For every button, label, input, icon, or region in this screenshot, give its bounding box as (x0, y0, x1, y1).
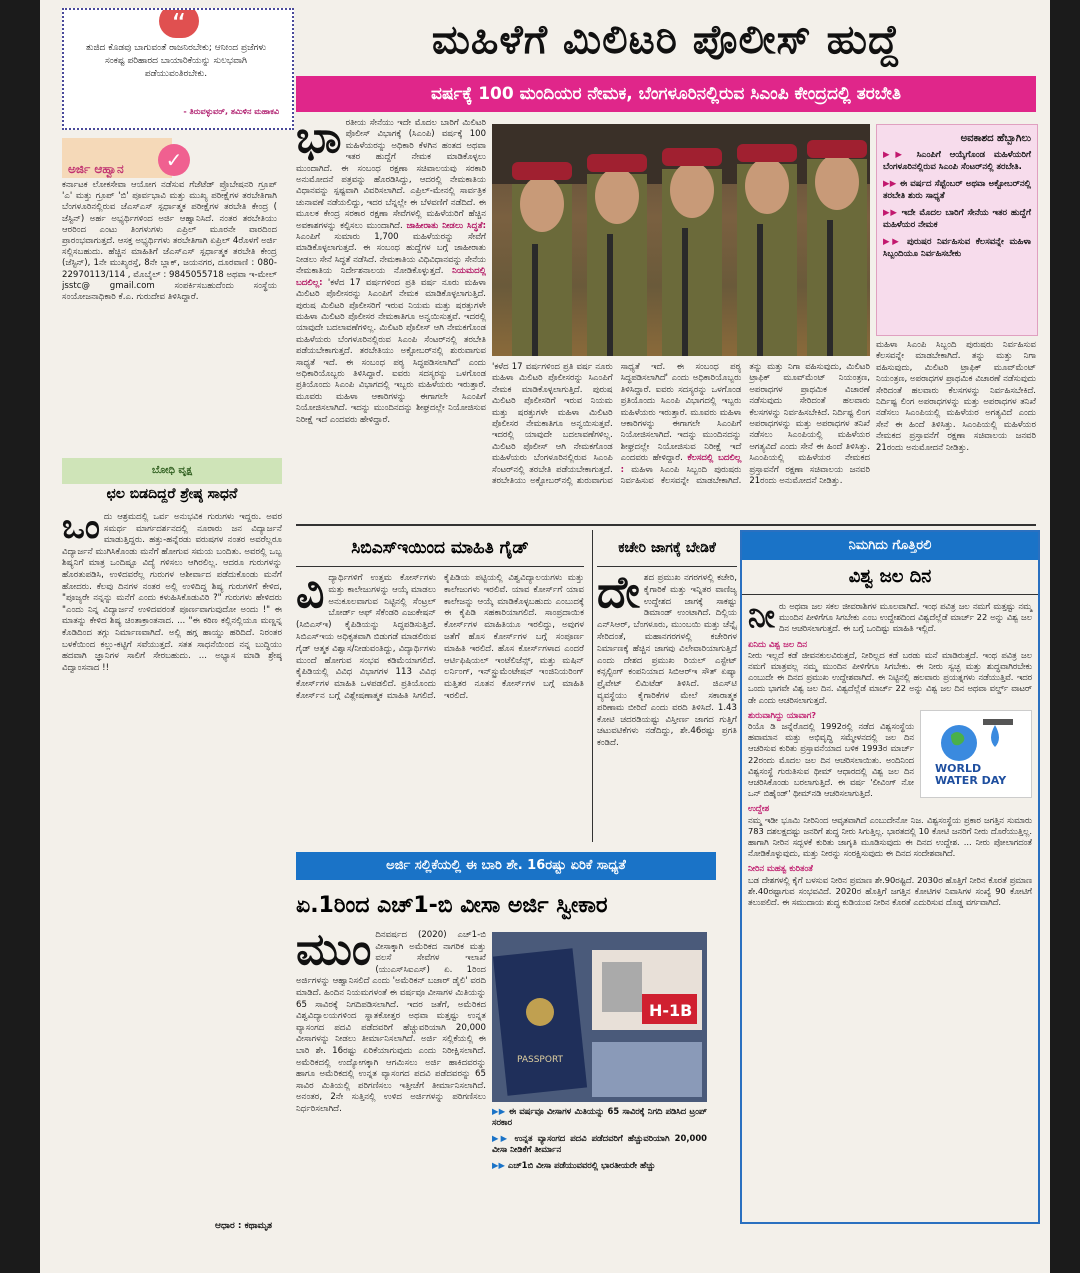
h1b-body (296, 930, 486, 1230)
main-article-lower (492, 362, 870, 520)
story-drop-cap: ಒಂ (62, 507, 100, 547)
main-article-col1 (296, 118, 486, 516)
opportunity-title: ಅವಕಾಶದ ಹೆಬ್ಬಾಗಿಲು (960, 133, 1031, 144)
quote-icon: “ (159, 8, 199, 38)
main-subhead-1: ಜಾಹೀರಾತು ನೀಡಲು ಸಿದ್ಧತೆ: (406, 220, 486, 231)
cbse-article (296, 530, 584, 842)
check-icon: ✓ (158, 144, 190, 176)
h1b-visa-image (492, 932, 707, 1102)
main-body-4b: ಮಹಿಳಾ ಸಿಎಂಪಿ ಸಿಬ್ಬಂದಿ ಪುರುಷರು ನಿರ್ವಹಿಸುವ ಕೆಲಸವನ್ನೇ ಮಾಡಬೇಕಾಗಿದೆ. ತನ್ನು ಮತ್ತು ನಿಗಾ ವಹಿಸುವುದು, ಮಿಲಿಟರಿ ಟ್ರಾಫಿಕ್ ಮೂವ್‌ಮೆಂಟ್ ನಿಯಂತ್ರಣ, ಅಪರಾಧಗಳ ಪ್ರಾಥಮಿಕ ವಿಚಾರಣೆ ನಡೆಸುವುದು ಸೇರಿದಂತೆ ಹಲವಾರು ಕೆಲಸಗಳನ್ನು ನಿರ್ವಹಿಸಬೇಕಿದೆ. ನಿರ್ದಿಷ್ಟ ಲಿಂಗ ಅಪರಾಧಗಳನ್ನು ಮತ್ತು ಅಪರಾಧಗಳ ತನಿಖೆ ನಡೆಸಲು ಸಿಎಂಪಿಯಲ್ಲಿ ಮಹಿಳೆಯರ ಅಗತ್ಯವಿದೆ ಎಂದು ಸೇನೆ ಈ ಹಿಂದೆ ತಿಳಿಸಿತ್ತು. ಸಿಎಂಪಿಯಲ್ಲಿ ಮಹಿಳೆಯರ ನೇಮಕದ ಪ್ರಸ್ತಾವನೆಗೆ ರಕ್ಷಣಾ ಸಚಿವಾಲಯ ಜನವರಿ 21ರಂದು ಅನುಮೋದನೆ ನೀಡಿತ್ತು. (876, 340, 1036, 453)
office-space-article (592, 530, 737, 842)
svg-text:PASSPORT: PASSPORT (517, 1055, 564, 1065)
main-subhead-2: ನಿಯಮದಲ್ಲಿ ಬದಲಿಲ್ಲ: (296, 266, 486, 288)
notice-title: ಅರ್ಜಿ ಆಹ್ವಾನ (68, 162, 124, 176)
cbse-body (296, 567, 584, 703)
main-drop-cap: ಭಾ (296, 118, 342, 163)
story-text: ದು ಆಶ್ರಮದಲ್ಲಿ ಒರ್ವ ಅನುಭವಿಕ ಗುರುಗಳು ಇದ್ದರು. ಅವರ ಸಮರ್ಥ ಮಾರ್ಗದರ್ಶನದಲ್ಲಿ ನೂರಾರು ಜನ ವಿದ್ಯಾರ್ಜನೆ ಮಾಡುತ್ತಿದ್ದರು. ಹತ್ತು-ಹನ್ನೆರಡು ವರುಷಗಳ ನಂತರ ಅವರೆಲ್ಲರೂ ವಿದ್ಯಾರ್ಜನೆ ಮುಗಿಸಿಕೊಂಡು ಮನೆಗೆ ಹೋಗುವ ಸಮಯ ಬಂದಿತು. ಅವರಲ್ಲಿ ಒಬ್ಬ ಶಿಷ್ಯನಿಗೆ ಮಾತ್ರ ಒಂದಿಷ್ಟೂ ವಿದ್ಯೆ ಗಳಿಸಲು ಆಗಿರಲಿಲ್ಲ. ಆದರೂ ಗುರುಗಳನ್ನು ಹೊರತುಪಡಿಸಿ, ಉಳಿದವರೆಲ್ಲ ಗುರುಗಳ ಆಶೀರ್ವಾದ ಪಡೆದುಕೊಂಡು ಮನೆಗೆ ಹೋದರು. ಕೆಲವು ದಿನಗಳ ನಂತರ ಅಲ್ಲಿ ಉಳಿದಿದ್ದ ಶಿಷ್ಯ ಗುರುಗಳಿಗೆ ಕೇಳಿದ, "ಪೂಜ್ಯರೇ ನನ್ನನ್ನು ಮನೆಗೆ ಎಂದು ಕಳುಹಿಸಿಕೊಡುವಿರಿ ?" ಗುರುಗಳು ಹೇಳಿದರು "ಎಂದು ನಿನ್ನ ವಿದ್ಯಾರ್ಜನೆ ಉಳಿದವರಂತೆ ಪೂರ್ಣವಾಗುವುದೋ ಅಂದು !" ಈ ಮಾತನ್ನು ಕೇಳಿದ ಶಿಷ್ಯ ಚಿಂತಾಕ್ರಾಂತನಾದ. ... "ಈ ಕಠಿಣ ಕಲ್ಲಿನಲ್ಲಿಯೂ ಮಣ್ಣನ್ನ ಕೊಡಿದಿಂದ ತಗ್ಗು ನಿರ್ಮಾಣವಾಗಿದೆ. ಅಲ್ಲಿ ಹಗ್ಗ ಹಾಯ್ದು ಹರಿದಿದೆ. ನಿರಂತರ ಬಳಕೆಯಿಂದ ಕಲ್ಲು-ಕಟ್ಟಿಗೆ ಸವೆಯುತ್ತದೆ. ಸತತ ಸಾಧನೆಯಿಂದ ನನ್ನ ಬುದ್ಧಿಯು ಹದವಾಗಿ ಜ್ಞಾನಿಗಳ ಸಾಲಿಗೆ ಸೇರಬಹುದು. ... ಅಭ್ಯಾಸ ಮಾಡಿ ಶ್ರೇಷ್ಠ ವಿದ್ವಾಂಸನಾದ !! (62, 512, 282, 673)
cbse-text: ದ್ಯಾರ್ಥಿಗಳಿಗೆ ಉತ್ತಮ ಕೋರ್ಸ್‌ಗಳು ಮತ್ತು ಕಾಲೇಜುಗಳನ್ನು ಆಯ್ಕೆ ಮಾಡಲು ಅನುಕೂಲವಾಗುವ ನಿಟ್ಟಿನಲ್ಲಿ ಸೆಂಟ್ರಲ್ ಬೋರ್ಡ್ ಆಫ್ ಸೆಕೆಂಡರಿ ಎಜುಕೇಷನ್ (ಸಿಬಿಎಸ್‌ಇ) ಕೈಪಿಡಿಯನ್ನು ಸಿದ್ಧಪಡಿಸುತ್ತಿದೆ. ಸಿಬಿಎಸ್‌ಇಯ ಅಧಿಕೃತವಾಗಿ ಬಿಡುಗಡೆ ಮಾಡಲಿರುವ ಗೈಡ್ ಆತ್ಮಕ ವಿಶ್ವಾಸ/ನೀಡುವಂತಿದ್ದು, ವಿದ್ಯಾರ್ಥಿಗಳು ಮುಂದೆ ಹೋಗುವ ಸಂಭವ ಕಡಿಮೆಯಾಗಲಿದೆ. ಕೈಪಿಡಿಯಲ್ಲಿ ವಿವಿಧ ವಿಭಾಗಗಳ 113 ವಿವಿಧ ಕೋರ್ಸ್‌ಗಳ ಮಾಹಿತಿ ಒಳಪಡಲಿದೆ. ಪ್ರತಿಯೊಂದು ಕೋರ್ಸ್‌ನ ಬಗ್ಗೆ ವಿಶ್ಲೇಷಣಾತ್ಮಕ ಮಾಹಿತಿ ಸಿಗಲಿದೆ. ಕೈಪಿಡಿಯ ಪಟ್ಟಿಯಲ್ಲಿ ವಿಶ್ವವಿದ್ಯಾಲಯಗಳು ಮತ್ತು ಕಾಲೇಜುಗಳು ಇರಲಿವೆ. ಯಾವ ಕೋರ್ಸ್‌ಗೆ ಯಾವ ಕಾಲೇಜನ್ನು ಆಯ್ಕೆ ಮಾಡಿಕೊಳ್ಳಬಹುದು ಎಂಬುದಕ್ಕೆ ಈ ಕೈಪಿಡಿ ಸಹಕಾರಿಯಾಗಲಿದೆ. ಸಾಂಪ್ರದಾಯಿಕ ಕೋರ್ಸ್‌ಗಳ ಮಾಹಿತಿಯೂ ಇರಲಿದ್ದು, ಅವುಗಳ ಜತೆಗೆ ಹೊಸ ಕೋರ್ಸ್‌ಗಳ ಬಗ್ಗೆ ಸಂಪೂರ್ಣ ಮಾಹಿತಿ ಇರಲಿದೆ. ಹೊಸ ಕೋರ್ಸ್‌ಗಳಾದ ಎಂದರೆ ಆರ್ಟಿಫಿಷಿಯಲ್ ಇಂಟೆಲಿಜೆನ್ಸ್, ಮತ್ತು ಮಷಿನ್ ಲರ್ನಿಂಗ್, ಇನ್‌ಸ್ಟ್ರುಮೆಂಟೇಷನ್ ಇಂಜಿನಿಯರಿಂಗ್ ಮತ್ತಿತರ ನೂತನ ಕೋರ್ಸ್‌ಗಳ ಬಗ್ಗೆ ಮಾಹಿತಿ ಇರಲಿದೆ. (296, 573, 584, 701)
divider (296, 524, 1036, 526)
h1b-caption: ▶▶ ಎಚ್1ಬಿ ವೀಸಾ ಪಡೆಯುವವರಲ್ಲಿ ಭಾರತೀಯರೇ ಹೆಚ್ಚು (492, 1159, 656, 1170)
water-p1: ನೀರು ಇಲ್ಲದೆ ಕಡೆ ಜೀವನಕುಲವಿರುತ್ತದೆ, ನೀರಿಲ್ಲದ ಕಡೆ ಬರಡು ಮನೆ ಮಾಡಿರುತ್ತದೆ. ಇಂಥ ಪವಿತ್ರ ಜಲ ನಮಗೆ ಮಾತ್ರವಲ್ಲ ನಮ್ಮ ಮುಂದಿನ ಪೀಳಿಗೆಗೂ ಸಿಗಬೇಕು. ಈ ನೀರು ಸ್ವಚ್ಛ ಮತ್ತು ಶುದ್ಧವಾಗಿರಬೇಕು ಎಂಬುದೇ ಈ ದಿನದ ಪ್ರಮುಖ ಉದ್ದೇಶವಾಗಿದೆ. ಈ ನಿಟ್ಟಿನಲ್ಲಿ ಹಲವಾರು ಪ್ರಯತ್ನಗಳು ನಡೆಯುತ್ತಿವೆ. ಇದರ ಒಂದು ಭಾಗವೇ ವಿಶ್ವ ಜಲ ದಿನ. ವಿಶ್ವದೆಲ್ಲೆಡೆ ಮಾರ್ಚ್ 22 ಅನ್ನು ವಿಶ್ವ ಜಲ ದಿನ ಅಥವಾ ವರ್ಲ್ಡ್ ವಾಟರ್ ಡೇ ಎಂದು ಆಚರಿಸಲಾಗುತ್ತದೆ. (748, 649, 1032, 705)
svg-text:H-1B: H-1B (649, 1001, 693, 1020)
story-body (62, 507, 282, 1218)
office-title: ಕಚೇರಿ ಜಾಗಕ್ಕೆ ಬೇಡಿಕೆ (597, 530, 737, 567)
water-h2: ಶುರುವಾಗಿದ್ದು ಯಾವಾಗ? (748, 709, 817, 720)
story-title: ಛಲ ಬಿಡದಿದ್ದರೆ ಶ್ರೇಷ್ಠ ಸಾಧನೆ (106, 486, 238, 502)
water-day-box (740, 530, 1040, 1224)
water-day-body (748, 597, 1032, 908)
office-drop-cap: ದೇ (597, 567, 640, 618)
water-h1: ಏನಿದು ವಿಶ್ವ ಜಲ ದಿನ (748, 638, 807, 649)
office-body (597, 567, 737, 750)
water-p2: ರಿಯೊ ಡಿ ಜನ್ನೆರೊದಲ್ಲಿ 1992ರಲ್ಲಿ ನಡೆದ ವಿಶ್ವಸಂಸ್ಥೆಯ ಹವಾಮಾನ ಮತ್ತು ಅಭಿವೃದ್ಧಿ ಸಮ್ಮೇಳನದಲ್ಲಿ ಜಲ ದಿನ ಆಚರಿಸುವ ಕುರಿತು ಪ್ರಸ್ತಾವನೆಯಾದ ಬಳಿಕ 1993ರ ಮಾರ್ಚ್ 22ರಂದು ಮೊದಲ ಜಲ ದಿನ ಆಚರಿಸಲಾಯಿತು. ಅಂದಿನಿಂದ ವಿಶ್ವಸಂಸ್ಥೆ ಗುರುತಿಸುವ ಥೀಮ್ ಆಧಾರದಲ್ಲಿ ವಿಶ್ವ ಜಲ ದಿನ ಆಚರಿಸಿಕೊಂಡು ಬರಲಾಗುತ್ತಿದೆ. ಈ ವರ್ಷ 'ಲೀವಿಂಗ್ ನೋ ಒನ್ ಬಿಹೈಂಡ್' ಥೀಮ್‌ನಡಿ ಆಚರಿಸಲಾಗುತ್ತಿದೆ. (748, 721, 914, 799)
visa-illustration (492, 932, 707, 1102)
h1b-banner-text: ಅರ್ಜಿ ಸಲ್ಲಿಕೆಯಲ್ಲಿ ಈ ಬಾರಿ ಶೇ. 16ರಷ್ಟು ಏರಿಕೆ ಸಾಧ್ಯತೆ (386, 858, 626, 873)
water-drop-cap: ನೀ (748, 597, 776, 635)
office-text: ಶದ ಪ್ರಮುಖ ನಗರಗಳಲ್ಲಿ ಕಚೇರಿ, ಕೈಗಾರಿಕೆ ಮತ್ತು ಇನ್ನಿತರ ವಾಣಿಜ್ಯ ಉದ್ದೇಶದ ಜಾಗಕ್ಕೆ ಸಾಕಷ್ಟು ಡಿಮಾಂಡ್ ಉಂಟಾಗಿದೆ. ದಿಲ್ಲಿಯ ಎನ್‌ಸಿಆರ್, ಬೆಂಗಳೂರು, ಮುಂಬಯಿ ಮತ್ತು ಚೆನ್ನೈ ಸೇರಿದಂತೆ, ಮಹಾನಗರಗಳಲ್ಲಿ ಕಚೇರಿಗಳ ನಿರ್ಮಾಣಕ್ಕೆ ಹೆಚ್ಚಿನ ಜಾಗವು ವಿಲೇವಾರಿಯಾಗುತ್ತಿದೆ ಎಂದು ದೇಶದ ಪ್ರಮುಖ ರಿಯಲ್ ಎಸ್ಟೇಟ್ ಕನ್ಸಲ್ಟಿಂಗ್ ಕಂಪನಿಯಾದ ಸಿಬಿಆರ್‌ಇ ಸೌತ್ ಏಷ್ಯಾ ಪ್ರೈವೇಟ್ ಲಿಮಿಟೆಡ್ ತಿಳಿಸಿದೆ. ಜಿಎಸ್‌ಟಿ ವ್ಯವಸ್ಥೆಯು ಕೈಗಾರಿಕೆಗಳ ಮೇಲೆ ಸಕಾರಾತ್ಮಕ ಪರಿಣಾಮ ಬೀರಿದೆ ಎಂದು ವರದಿ ತಿಳಿಸಿದೆ. 1.43 ಕೋಟಿ ಚದರಡಿಯಷ್ಟು ವಿಸ್ತೀರ್ಣ ಜಾಗದ ಗುತ್ತಿಗೆ ಚಟುವಟಿಕೆಗಳು ನಡೆದಿದ್ದು, ಶೇ.46ರಷ್ಟು ಪ್ರಗತಿ ಕಂಡಿದೆ. (597, 573, 737, 749)
story-tag: ಬೋಧಿ ವೃಕ್ಷ (151, 465, 193, 476)
main-subhead-3: ಕೆಲಸದಲ್ಲಿ ಬದಲಿಲ್ಲ : (620, 453, 742, 475)
h1b-text: ದಿನವರ್ಷದ (2020) ಎಚ್1-ಬಿ ವೀಸಾಕ್ಕಾಗಿ ಅಮೆರಿಕದ ನಾಗರಿಕ ಮತ್ತು ವಲಸೆ ಸೇವೆಗಳ ಇಲಾಖೆ (ಯುಎಸ್‌ಸಿಐಎಸ್) ಏ. 1ರಿಂದ ಅರ್ಜಿಗಳನ್ನು ಆಹ್ವಾನಿಸಲಿದೆ ಎಂದು 'ಅಮೆರಿಕನ್ ಬಜಾರ್ ಡೈಲಿ' ವರದಿ ಮಾಡಿದೆ. ಹಿಂದಿನ ನಿಯಮಗಳಂತೆ ಈ ವರ್ಷವೂ ವೀಸಾಗಳ ಮಿತಿಯನ್ನು 65 ಸಾವಿರಕ್ಕೆ ನಿಗದಿಪಡಿಸಲಾಗಿದೆ. ಇದರ ಜತೆಗೆ, ಅಮೆರಿಕದ ವಿಶ್ವವಿದ್ಯಾಲಯಗಳಿಂದ ಸ್ನಾತಕೋತ್ತರ ಅಥವಾ ಮತ್ತಷ್ಟು ಉನ್ನತ ವ್ಯಾಸಂಗದ ಪದವಿ ಪಡೆದವರಿಗೆ ಹೆಚ್ಚುವರಿಯಾಗಿ 20,000 ವೀಸಾಗಳನ್ನು ನೀಡಲು ತೀರ್ಮಾನಿಸಲಾಗಿದೆ. ಅರ್ಜಿ ಸಲ್ಲಿಕೆಯಲ್ಲಿ ಈ ಬಾರಿ ಶೇ. 16ರಷ್ಟು ಏರಿಕೆಯಾಗುವುದು ಎಂದು ನಿರೀಕ್ಷಿಸಲಾಗಿದೆ. ಅಮೆರಿಕದಲ್ಲಿ ಉದ್ಯೋಗಕ್ಕಾಗಿ ಆಗಮಿಸಲು ಅರ್ಜಿ ಹಾಕಿದವರನ್ನು ಹಾಗೂ ಅಮೆರಿಕದಲ್ಲಿ ಉನ್ನತ ವ್ಯಾಸಂಗದ ಪದವಿ ಪಡೆದವರನ್ನು 65 ಸಾವಿರ ಮಿತಿಯಲ್ಲಿ ಪರಿಗಣಿಸಲು ಇತ್ತೀಚೆಗೆ ತೀರ್ಮಾನಿಸಲಾಗಿದೆ. ಅನಂತರ, 2ನೇ ಸುತ್ತಿನಲ್ಲಿ ಉಳಿದ ಅರ್ಜಿಗಳನ್ನು ಪರಿಗಣಿಸಲು ನಿರ್ಧರಿಸಲಾಗಿದೆ. (296, 930, 486, 1114)
h1b-drop-cap: ಮುಂ (296, 930, 372, 975)
main-article-right (876, 340, 1036, 520)
main-body-1: ರತೀಯ ಸೇನೆಯು ಇದೇ ಮೊದಲ ಬಾರಿಗೆ ಮಿಲಿಟರಿ ಪೊಲೀಸ್ ವಿಭಾಗಕ್ಕೆ (ಸಿಎಂಪಿ) ವರ್ಷಕ್ಕೆ 100 ಮಹಿಳೆಯರನ್ನು ಅಧಿಕಾರಿ ಕೆಳಗಿನ ಹಂತದ ಅಥವಾ ಇತರ ಹುದ್ದೆಗೆ ನೇಮಕ ಮಾಡಿಕೊಳ್ಳಲು ಮುಂದಾಗಿದೆ. ಈ ಸಂಬಂಧ ರಕ್ಷಣಾ ಸಚಿವಾಲಯವು ಸರಕಾರಿ ಅನುಮೋದನೆ ಪತ್ರವನ್ನು ಹೊರಡಿಸಿದ್ದು, ಆದರಲ್ಲಿ ನೇಮಕಾತಿಯ ವಿಧಾನವನ್ನು ಸ್ಪಷ್ಟವಾಗಿ ವಿವರಿಸಲಾಗಿದೆ. ಎಪ್ರಿಲ್-ಮೇನಲ್ಲಿ ಸಾರ್ವತ್ರಿಕ ಚುನಾವಣೆ ನಡೆಯಲಿದ್ದು, ಇದರ ಬೆನ್ನಲ್ಲೇ ಈ ಬೆಳವಣಿಗೆ ನಡೆದಿದೆ. ಈ ಮೂಲಕ ಕೇಂದ್ರ ಸರಕಾರ ರಕ್ಷಣಾ ಸೇವೆಗಳಲ್ಲಿ ಮಹಿಳೆಯರಿಗೆ ಹೆಚ್ಚಿನ ಅವಕಾಶಗಳನ್ನು ಕಲ್ಪಿಸಲು ಮುಂದಾಗಿದೆ. (296, 118, 486, 231)
cbse-drop-cap: ವಿ (296, 567, 325, 618)
main-body-4a: ಮಹಿಳಾ ಸಿಎಂಪಿ ಸಿಬ್ಬಂದಿ ಪುರುಷರು ನಿರ್ವಹಿಸುವ ಕೆಲಸವನ್ನೇ ಮಾಡಬೇಕಾಗಿದೆ. ತನ್ನು ಮತ್ತು ನಿಗಾ ವಹಿಸುವುದು, ಮಿಲಿಟರಿ ಟ್ರಾಫಿಕ್ ಮೂವ್‌ಮೆಂಟ್ ನಿಯಂತ್ರಣ, ಅಪರಾಧಗಳ ಪ್ರಾಥಮಿಕ ವಿಚಾರಣೆ ನಡೆಸುವುದು ಸೇರಿದಂತೆ ಹಲವಾರು ಕೆಲಸಗಳನ್ನು ನಿರ್ವಹಿಸಬೇಕಿದೆ. ನಿರ್ದಿಷ್ಟ ಲಿಂಗ ಅಪರಾಧಗಳನ್ನು ಮತ್ತು ಅಪರಾಧಗಳ ತನಿಖೆ ನಡೆಸಲು ಸಿಎಂಪಿಯಲ್ಲಿ ಮಹಿಳೆಯರ ಅಗತ್ಯವಿದೆ ಎಂದು ಸೇನೆ ಈ ಹಿಂದೆ ತಿಳಿಸಿತ್ತು. ಸಿಎಂಪಿಯಲ್ಲಿ ಮಹಿಳೆಯರ ನೇಮಕದ ಪ್ರಸ್ತಾವನೆಗೆ ರಕ್ಷಣಾ ಸಚಿವಾಲಯ ಜನವರಿ 21ರಂದು ಅನುಮೋದನೆ ನೀಡಿತ್ತು. (620, 362, 870, 487)
opportunity-item: ▶▶ ಪುರುಷರ ನಿರ್ವಹಿಸುವ ಕೆಲಸವನ್ನೇ ಮಹಿಳಾ ಸಿಬ್ಬಂದಿಯೂ ನಿರ್ವಹಿಸಬೇಕು (883, 237, 1031, 259)
water-h4: ನೀರಿನ ಮಹತ್ವ ಕುರಿತಂತೆ (748, 863, 813, 874)
story-tag-bar (62, 458, 282, 484)
main-headline-box (296, 8, 1036, 74)
story-column (62, 458, 282, 1248)
story-source: ಆಧಾರ : ಕಥಾಮೃತ (215, 1221, 272, 1231)
opportunity-item: ▶▶ ಈ ವರ್ಷದ ಸೆಪ್ಟೆಂಬರ್ ಅಥವಾ ಅಕ್ಟೋಬರ್‌ನಲ್ಲಿ ತರಬೇತಿ ಶುರು ಸಾಧ್ಯತೆ (883, 179, 1031, 201)
h1b-headline-box (296, 884, 736, 928)
opportunity-item: ▶▶ ಸಿಎಂಪಿಗೆ ಆಯ್ಕೆಗೊಂಡ ಮಹಿಳೆಯರಿಗೆ ಬೆಂಗಳೂರಿನಲ್ಲಿರುವ ಸಿಎಂಪಿ ಸೆಂಟರ್‌ನಲ್ಲಿ ತರಬೇತಿ. (883, 150, 1031, 172)
water-p4: ಬಡ ದೇಶಗಳಲ್ಲಿ ಕೈಗೆ ಬಳಸುವ ನೀರಿನ ಪ್ರಮಾಣ ಶೇ.90ರಷ್ಟಿದೆ. 2030ರ ಹೊತ್ತಿಗೆ ನೀರಿನ ಕೊರತೆ ಪ್ರಮಾಣ ಶೇ.40ರಷ್ಟಾಗುವ ಸಂಭವವಿದೆ. 2020ರ ಹೊತ್ತಿಗೆ ಜಗತ್ತಿನ ಕೋಟಿಗಳ ನಿವಾಸಿಗಳ ಸಂಖ್ಯೆ 90 ಕೋಟಿಗೆ ತಲುಪಲಿದೆ. ಈ ಸಮುದಾಯ ಶುದ್ಧ ಕುಡಿಯುವ ನೀರಿನ ಕೊರತೆ ಎದುರಿಸುವ ದೊಡ್ಡ ವರ್ಗವಾಗಿದೆ. (748, 874, 1032, 908)
newspaper-page (40, 0, 1050, 1273)
application-notice (62, 138, 277, 446)
water-day-title: ವಿಶ್ವ ಜಲ ದಿನ (742, 560, 1038, 595)
water-p3: ನಮ್ಮ ಇಡೀ ಭೂಮಿ ನೀರಿನಿಂದ ಆವೃತವಾಗಿದೆ ಎಂಬುದೇನೋ ನಿಜ. ವಿಶ್ವಸಂಸ್ಥೆಯ ಪ್ರಕಾರ ಜಗತ್ತಿನ ಸುಮಾರು 783 ದಶಲಕ್ಷದಷ್ಟು ಜನರಿಗೆ ಶುದ್ಧ ನೀರು ಸಿಗುತ್ತಿಲ್ಲ. ಭಾರತದಲ್ಲಿ 10 ಕೋಟಿ ಜನರಿಗೆ ನೀರು ದೊರೆಯುತ್ತಿಲ್ಲ. ಹಾಗಾಗಿ ನೀರಿನ ಸದ್ಬಳಕೆ ಕುರಿತು ಜಾಗೃತಿ ಮೂಡಿಸುವುದು ಈ ದಿನದ ಉದ್ದೇಶ. ... ನೀರು ಪೋಲಾಗದಂತೆ ನೋಡಿಕೊಳ್ಳುವುದು, ಮತ್ತು ನೀರನ್ನು ಸಂರಕ್ಷಿಸುವುದು ಈ ದಿನದ ಸಂದೇಶವಾಗಿದೆ. (748, 814, 1032, 859)
notice-body: ಕರ್ನಾಟಕ ಲೋಕಸೇವಾ ಆಯೋಗ ನಡೆಸುವ ಗೆಜೆಟೆಡ್ ಪ್ರೊಬೇಷನರಿ ಗ್ರೂಪ್ 'ಎ' ಮತ್ತು ಗ್ರೂಪ್ 'ಬಿ' ಪೂರ್ವಭಾವಿ ಮತ್ತು ಮುಖ್ಯ ಪರೀಕ್ಷೆಗಳ ತರಬೇತಿಗಾಗಿ ಬೆಂಗಳೂರಿನಲ್ಲಿರುವ ಜೆಎಸ್‌ಎಸ್ ಸ್ಪರ್ಧಾತ್ಮಕ ಪರೀಕ್ಷೆಗಳ ತರಬೇತಿ ಕೇಂದ್ರ ( ಜೆಸ್ಟಿನ್) ಅರ್ಹ ಅಭ್ಯರ್ಥಿಗಳಿಂದ ಅರ್ಜಿ ಆಹ್ವಾನಿಸಿದೆ. ನಂತರ ತರಬೇತಿಯು ಆರರಿಂದ ಎಂಟು ತಿಂಗಳುಗಳು ಎಪ್ರಿಲ್ ಮೂರನೇ ವಾರದಿಂದ ಪ್ರಾರಂಭವಾಗುತ್ತದೆ. ಆಸಕ್ತ ಅಭ್ಯರ್ಥಿಗಳು ತರಬೇತಿಗಾಗಿ ಏಪ್ರಿಲ್ 4ರೊಳಗೆ ಅರ್ಜಿ ಸಲ್ಲಿಸಬಹುದು. ಹೆಚ್ಚಿನ ಮಾಹಿತಿಗೆ ಜೆಎಸ್‌ಎಸ್ ಸ್ಪರ್ಧಾತ್ಮಕ ತರಬೇತಿ ಕೇಂದ್ರ (ಜೆಸ್ಟಿನ್), 1ನೇ ಮುಖ್ಯರಸ್ತೆ, 8ನೇ ಬ್ಲಾಕ್, ಜಯನಗರ, ದೂರವಾಣಿ : 080-22970113/114 , ಮೊಬೈಲ್ : 9845055718 ಅಥವಾ ಇ-ಮೇಲ್ jsstc@ gmail.com ಸಂಪರ್ಕಿಸಬಹುದೆಂದು ಸಂಸ್ಥೆಯ ಸಂಯೋಜನಾಧಿಕಾರಿ ಕೆ.ಎ. ಗುರುದೇವ ತಿಳಿಸಿದ್ದಾರೆ. (62, 180, 277, 303)
h1b-caption: ▶▶ ಈ ವರ್ಷವೂ ವೀಸಾಗಳ ಮಿತಿಯನ್ನು 65 ಸಾವಿರಕ್ಕೆ ನಿಗದಿ ಪಡಿಸಿದ ಟ್ರಂಪ್ ಸರಕಾರ (492, 1106, 707, 1128)
h1b-banner (296, 852, 716, 880)
world-water-day-text: WORLD WATER DAY (935, 761, 1007, 787)
cbse-title: ಸಿಬಿಎಸ್‌ಇಯಿಂದ ಮಾಹಿತಿ ಗೈಡ್ (296, 530, 584, 567)
main-subheadline-bar (296, 76, 1036, 112)
main-body-2: ಸಿಎಂಪಿಗೆ ಸುಮಾರು 1,700 ಮಹಿಳೆಯರನ್ನು ಸೇವೆಗೆ ಮಾಡಿಕೊಳ್ಳಲಾಗುತ್ತದೆ. ಈ ಸಂಬಂಧ ಹುದ್ದೆಗಳ ಬಗ್ಗೆ ಜಾಹೀರಾತು ನೀಡಲು ಸೇನೆ ಸಿದ್ಧತೆ ನಡೆಸಿದೆ. ನೇಮಕಾತಿಯ ವಿಧಿವಿಧಾನವನ್ನು ಸೇನೆಯ ನೇಮಕಾತಿಯ ನಿರ್ದೇಶನಾಲಯ ನೋಡಿಕೊಳ್ಳುತ್ತದೆ. (296, 232, 486, 277)
h1b-headline: ಏ.1ರಿಂದ ಎಚ್1-ಬಿ ವೀಸಾ ಅರ್ಜಿ ಸ್ವೀಕಾರ (296, 893, 608, 918)
opportunity-item: ▶▶ ಇದೇ ಮೊದಲ ಬಾರಿಗೆ ಸೇನೆಯ ಇತರ ಹುದ್ದೆಗೆ ಮಹಿಳೆಯರ ನೇಮಕ (883, 208, 1031, 230)
main-body-3: 'ಕಳೆದ 17 ವರ್ಷಗಳಿಂದ ಪ್ರತಿ ವರ್ಷ ನೂರು ಮಹಿಳಾ ಮಿಲಿಟರಿ ಪೊಲೀಸರನ್ನು ಸಿಎಂಪಿಗೆ ನೇಮಕ ಮಾಡಿಕೊಳ್ಳಲಾಗುತ್ತಿದೆ. ಪುರುಷ ಮಿಲಿಟರಿ ಪೊಲೀಸರಿಗೆ ಇರುವ ನಿಯಮ ಮತ್ತು ಷರತ್ತುಗಳೇ ಮಹಿಳಾ ಮಿಲಿಟರಿ ಪೊಲೀಸರ ನೇಮಕಾತಿಗೂ ಅನ್ವಯಿಸುತ್ತವೆ. ಇದರಲ್ಲಿ ಯಾವುದೇ ಬದಲಾವಣೆಗಳಿಲ್ಲ. ಮಿಲಿಟರಿ ಪೊಲೀಸ್ ಆಗಿ ನೇಮಕಗೊಂಡ ಮಹಿಳೆಯರು ಬೆಂಗಳೂರಿನಲ್ಲಿರುವ ಸಿಎಂಪಿ ಸೆಂಟರ್‌ನಲ್ಲಿ ತರಬೇತಿ ಪಡೆಯಬೇಕಾಗುತ್ತದೆ. ತರಬೇತಿಯು ಅಕ್ಟೋಬರ್‌ನಲ್ಲಿ ಶುರುವಾಗುವ ಸಾಧ್ಯತೆ ಇದೆ. ಈ ಸಂಬಂಧ ಪಠ್ಯ ಸಿದ್ಧಪಡಿಸಲಾಗಿದೆ' ಎಂದು ಅಧಿಕಾರಿಯೊಬ್ಬರು ತಿಳಿಸಿದ್ದಾರೆ. ಐವರು ಸದಸ್ಯರನ್ನು ಒಳಗೊಂಡ ಪ್ರತಿಯೊಂದು ಸಿಎಂಪಿ ವಿಭಾಗದಲ್ಲಿ ಇಬ್ಬರು ಮಹಿಳೆಯರು ಇರುತ್ತಾರೆ. ಮೂವರು ಮಹಿಳಾ ಆಕಾರಿಗಳನ್ನು ಈಗಾಗಲೇ ಸಿಎಂಪಿಗೆ ನಿಯೋಜಿಸಲಾಗಿದೆ. ಇದನ್ನು ಮುಂದಿನದನ್ನು ಶೀಘ್ರದಲ್ಲೇ ನಿಯೋಜಿಸುವ ನಿರೀಕ್ಷೆ ಇದೆ ಎಂದವರು ಹೇಳಿದ್ದಾರೆ. (296, 277, 486, 425)
water-h3: ಉದ್ದೇಶ (748, 803, 770, 814)
water-intro: ರು ಅಥವಾ ಜಲ ಸಕಲ ಜೀವರಾಶಿಗಳ ಮೂಲವಾಗಿದೆ. ಇಂಥ ಪವಿತ್ರ ಜಲ ನಮಗೆ ಮತ್ತಷ್ಟು ನಮ್ಮ ಮುಂದಿನ ಪೀಳಿಗೆಗೂ ಸಿಗಬೇಕು ಎಂಬ ಉದ್ದೇಶದಿಂದ ವಿಶ್ವದೆಲ್ಲೆಡೆ ಮಾರ್ಚ್ 22 ಅನ್ನು ವಿಶ್ವ ಜಲ ದಿನ ಆಚರಿಸಲಾಗುತ್ತದೆ. ಈ ಬಗ್ಗೆ ಒಂದಿಷ್ಟು ಮಾಹಿತಿ ಇಲ್ಲಿದೆ. (779, 601, 1032, 634)
main-headline: ಮಹಿಳೆಗೆ ಮಿಲಿಟರಿ ಪೊಲೀಸ್ ಹುದ್ದೆ (431, 17, 901, 63)
opportunity-box (876, 124, 1038, 336)
h1b-caption: ▶▶ ಉನ್ನತ ವ್ಯಾಸಂಗದ ಪದವಿ ಪಡೆದವರಿಗೆ ಹೆಚ್ಚುವರಿಯಾಗಿ 20,000 ವೀಸಾ ನೀಡಿಕೆಗೆ ತೀರ್ಮಾನ (492, 1132, 707, 1155)
quote-text: ತುಜಿದ ಕೊಡವು ಬಾಗುವಂತೆ ರಾಜನಿರಬೇಕು; ಆನೀಂದ ಪ್ರಜೆಗಳು ಸಂಕಷ್ಟ ಪರಿಹಾರದ ಬಾಯಾರಿಕೆಯನ್ನು ಸುಲಭವಾಗಿ ಪಡೆಯುವಂತಿರಬೇಕು. (85, 43, 267, 79)
main-body-3b: 'ಕಳೆದ 17 ವರ್ಷಗಳಿಂದ ಪ್ರತಿ ವರ್ಷ ನೂರು ಮಹಿಳಾ ಮಿಲಿಟರಿ ಪೊಲೀಸರನ್ನು ಸಿಎಂಪಿಗೆ ನೇಮಕ ಮಾಡಿಕೊಳ್ಳಲಾಗುತ್ತಿದೆ. ಪುರುಷ ಮಿಲಿಟರಿ ಪೊಲೀಸರಿಗೆ ಇರುವ ನಿಯಮ ಮತ್ತು ಷರತ್ತುಗಳೇ ಮಹಿಳಾ ಮಿಲಿಟರಿ ಪೊಲೀಸರ ನೇಮಕಾತಿಗೂ ಅನ್ವಯಿಸುತ್ತವೆ. ಇದರಲ್ಲಿ ಯಾವುದೇ ಬದಲಾವಣೆಗಳಿಲ್ಲ. ಮಿಲಿಟರಿ ಪೊಲೀಸ್ ಆಗಿ ನೇಮಕಗೊಂಡ ಮಹಿಳೆಯರು ಬೆಂಗಳೂರಿನಲ್ಲಿರುವ ಸಿಎಂಪಿ ಸೆಂಟರ್‌ನಲ್ಲಿ ತರಬೇತಿ ಪಡೆಯಬೇಕಾಗುತ್ತದೆ. ತರಬೇತಿಯು ಅಕ್ಟೋಬರ್‌ನಲ್ಲಿ ಶುರುವಾಗುವ ಸಾಧ್ಯತೆ ಇದೆ. ಈ ಸಂಬಂಧ ಪಠ್ಯ ಸಿದ್ಧಪಡಿಸಲಾಗಿದೆ' ಎಂದು ಅಧಿಕಾರಿಯೊಬ್ಬರು ತಿಳಿಸಿದ್ದಾರೆ. ಐವರು ಸದಸ್ಯರನ್ನು ಒಳಗೊಂಡ ಪ್ರತಿಯೊಂದು ಸಿಎಂಪಿ ವಿಭಾಗದಲ್ಲಿ ಇಬ್ಬರು ಮಹಿಳೆಯರು ಇರುತ್ತಾರೆ. ಮೂವರು ಮಹಿಳಾ ಆಕಾರಿಗಳನ್ನು ಈಗಾಗಲೇ ಸಿಎಂಪಿಗೆ ನಿಯೋಜಿಸಲಾಗಿದೆ. ಇದನ್ನು ಮುಂದಿನದನ್ನು ಶೀಘ್ರದಲ್ಲೇ ನಿಯೋಜಿಸುವ ನಿರೀಕ್ಷೆ ಇದೆ ಎಂದವರು ಹೇಳಿದ್ದಾರೆ. (492, 362, 742, 487)
opportunity-list (883, 150, 1031, 260)
h1b-captions (492, 1106, 707, 1216)
quote-author: - ತಿರುವಳ್ಳುವರ್, ತಮಿಳಿನ ಮಹಾಕವಿ (183, 107, 279, 116)
quote-box (62, 8, 294, 130)
world-water-day-logo (920, 710, 1032, 798)
women-military-photo (492, 124, 870, 356)
water-day-banner: ನಿಮಗಿದು ಗೊತ್ತಿರಲಿ (742, 532, 1038, 560)
photo-illustration (492, 124, 870, 356)
main-subheadline: ವರ್ಷಕ್ಕೆ 100 ಮಂದಿಯರ ನೇಮಕ, ಬೆಂಗಳೂರಿನಲ್ಲಿರುವ ಸಿಎಂಪಿ ಕೇಂದ್ರದಲ್ಲಿ ತರಬೇತಿ (431, 84, 901, 104)
